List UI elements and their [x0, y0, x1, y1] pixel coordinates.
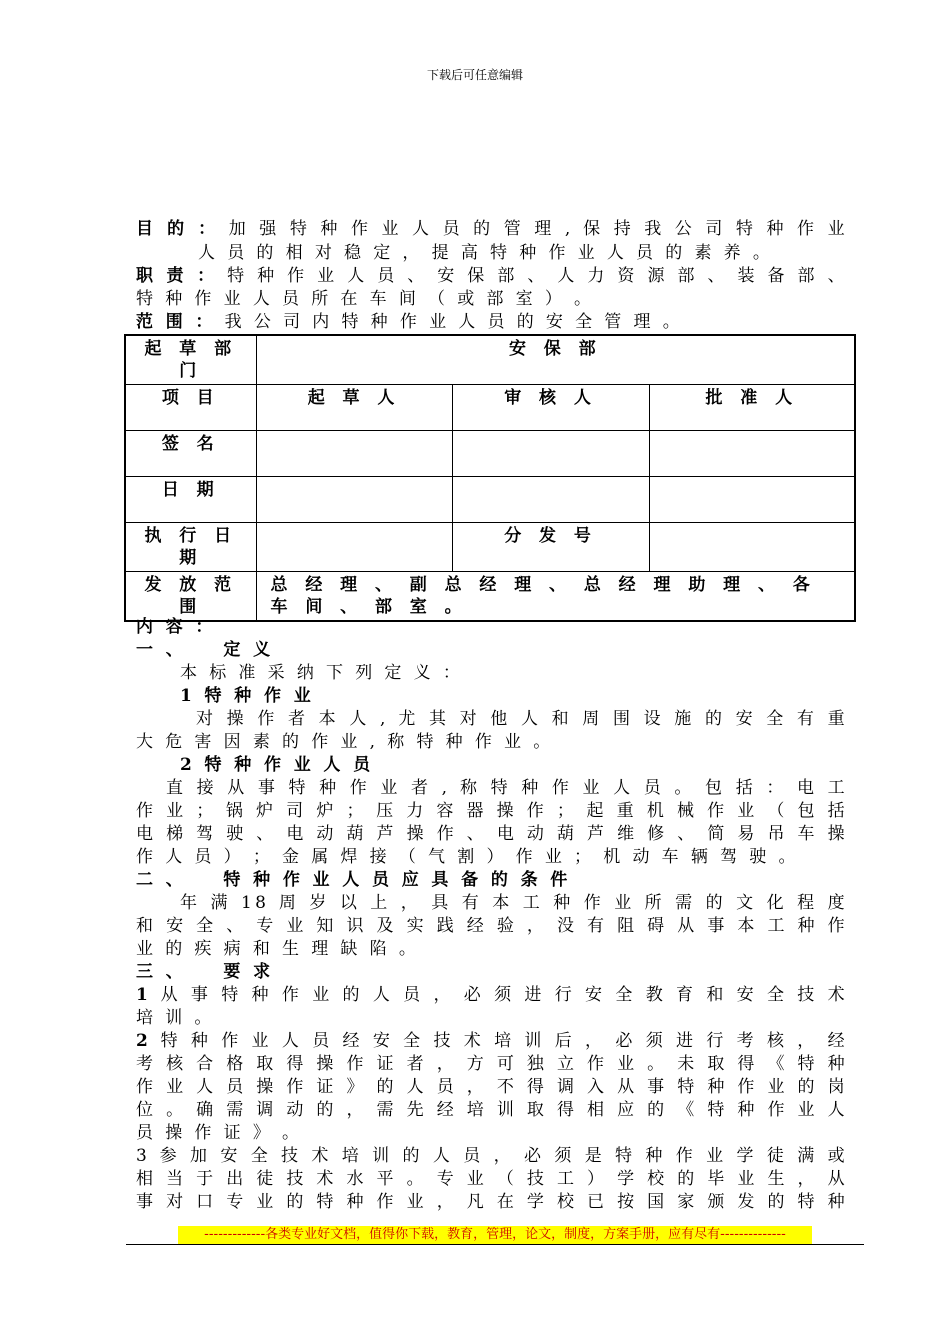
purpose-line-2: 人 员 的 相 对 稳 定 ， 提 高 特 种 作 业 人 员 的 素 养 。 — [198, 243, 774, 263]
drafter-sign-cell[interactable] — [256, 431, 452, 477]
duty-text-1: 特 种 作 业 人 员 、 安 保 部 、 人 力 资 源 部 、 装 备 部 、 — [227, 266, 848, 286]
duty-line-1 — [136, 265, 848, 288]
drafter-date-cell[interactable] — [256, 477, 452, 523]
section-3-title: 三 、 要 求 — [136, 962, 274, 982]
exec-date-label: 执 行 日 期 — [125, 523, 256, 572]
def-2-line-4: 作 人 员 ） ； 金 属 焊 接 （ 气 割 ） 作 业 ； 机 动 车 辆 驾 驶 。 — [136, 847, 799, 867]
duty-label: 职 责 ： — [136, 266, 218, 286]
dist-value: 总 经 理 、 副 总 经 理 、 总 经 理 助 理 、 各 车 间 、 部 室 。 — [256, 572, 855, 622]
dist-label: 发 放 范 围 — [125, 572, 256, 622]
reviewer-sign-cell[interactable] — [452, 431, 649, 477]
req-1-text-1: 从 事 特 种 作 业 的 人 员 ， 必 须 进 行 安 全 教 育 和 安 全 技 术 — [160, 985, 848, 1005]
def-2-title: 2 特 种 作 业 人 员 — [180, 755, 374, 775]
reviewer-date-cell[interactable] — [452, 477, 649, 523]
footer-banner: -------------各类专业好文档，值得你下载，教育，管理，论文，制度，方案手册，应有尽有-------------- — [178, 1226, 812, 1244]
section-2-line-2: 和 安 全 、 专 业 知 识 及 实 践 经 验 ， 没 有 阻 碍 从 事 本 工 种 作 — [136, 916, 848, 936]
scope-text: 我 公 司 内 特 种 作 业 人 员 的 安 全 管 理 。 — [224, 312, 684, 332]
req-3-line-3: 事 对 口 专 业 的 特 种 作 业 ， 凡 在 学 校 已 按 国 家 颁 发 的 特 种 — [136, 1192, 848, 1212]
approval-table — [124, 334, 856, 622]
req-2-line-2: 考 核 合 格 取 得 操 作 证 者 ， 方 可 独 立 作 业 。 未 取 得 《 特 种 — [136, 1054, 848, 1074]
section-2-title: 二 、 特 种 作 业 人 员 应 具 备 的 条 件 — [136, 870, 571, 890]
drafter-header: 起 草 人 — [256, 385, 452, 431]
def-2-line-3: 电 梯 驾 驶 、 电 动 葫 芦 操 作 、 电 动 葫 芦 维 修 、 简 易 吊 车 操 — [136, 824, 848, 844]
reviewer-header: 审 核 人 — [452, 385, 649, 431]
section-1-intro: 本 标 准 采 纳 下 列 定 义 ： — [180, 663, 464, 683]
exec-date-cell[interactable] — [256, 523, 452, 572]
item-label: 项 目 — [125, 385, 256, 431]
def-2-line-2: 作 业 ； 锅 炉 司 炉 ； 压 力 容 器 操 作 ； 起 重 机 械 作 业 （ 包 括 — [136, 801, 848, 821]
date-label: 日 期 — [125, 477, 256, 523]
purpose-text-1: 加 强 特 种 作 业 人 员 的 管 理 , 保 持 我 公 司 特 种 作 业 — [228, 219, 848, 239]
section-1-title: 一 、 定 义 — [136, 640, 274, 660]
def-1-title: 1 特 种 作 业 — [180, 686, 315, 706]
scope-label: 范 围 ： — [136, 312, 216, 332]
duty-line-2: 特 种 作 业 人 员 所 在 车 间 （ 或 部 室 ） 。 — [136, 289, 595, 309]
req-2-line-4: 位 。 确 需 调 动 的 ， 需 先 经 培 训 取 得 相 应 的 《 特 种 作 业 人 — [136, 1100, 848, 1120]
req-2-line-5: 员 操 作 证 》 。 — [136, 1123, 303, 1143]
def-2-line-1: 直 接 从 事 特 种 作 业 者 , 称 特 种 作 业 人 员 。 包 括 ： 电 工 — [166, 778, 848, 798]
purpose-line-1 — [136, 218, 848, 241]
header-note: 下载后可任意编辑 — [426, 68, 523, 82]
def-1-line-2: 大 危 害 因 素 的 作 业 , 称 特 种 作 业 。 — [136, 732, 554, 752]
content-label: 内 容 ： — [136, 617, 216, 637]
req-1-line-2: 培 训 。 — [136, 1008, 215, 1028]
draft-dept-value: 安 保 部 — [256, 335, 855, 385]
approver-sign-cell[interactable] — [649, 431, 855, 477]
req-1-line-1 — [136, 984, 848, 1007]
req-2-number: 2 — [136, 1031, 152, 1051]
issue-no-cell[interactable] — [649, 523, 855, 572]
issue-no-label: 分 发 号 — [452, 523, 649, 572]
def-1-line-1: 对 操 作 者 本 人 , 尤 其 对 他 人 和 周 围 设 施 的 安 全 有 重 — [196, 709, 848, 729]
approver-date-cell[interactable] — [649, 477, 855, 523]
scope-line — [136, 311, 848, 334]
req-2-line-1 — [136, 1030, 848, 1053]
req-3-line-2: 相 当 于 出 徒 技 术 水 平 。 专 业 （ 技 工 ） 学 校 的 毕 业 生 ， 从 — [136, 1169, 848, 1189]
purpose-label: 目 的 ： — [136, 219, 220, 239]
req-3-line-1: 3 参 加 安 全 技 术 培 训 的 人 员 ， 必 须 是 特 种 作 业 学 徒 满 或 — [136, 1146, 848, 1166]
footer-divider — [126, 1244, 864, 1245]
approver-header: 批 准 人 — [649, 385, 855, 431]
req-1-number: 1 — [136, 985, 152, 1005]
section-2-line-1: 年 满 18 周 岁 以 上 ， 具 有 本 工 种 作 业 所 需 的 文 化 程 度 — [180, 893, 848, 913]
draft-dept-label: 起 草 部 门 — [125, 335, 256, 385]
section-2-line-3: 业 的 疾 病 和 生 理 缺 陷 。 — [136, 939, 420, 959]
req-2-text-1: 特 种 作 业 人 员 经 安 全 技 术 培 训 后 ， 必 须 进 行 考 核 ， 经 — [160, 1031, 848, 1051]
sign-label: 签 名 — [125, 431, 256, 477]
req-2-line-3: 作 业 人 员 操 作 证 》 的 人 员 ， 不 得 调 入 从 事 特 种 作 业 的 岗 — [136, 1077, 848, 1097]
